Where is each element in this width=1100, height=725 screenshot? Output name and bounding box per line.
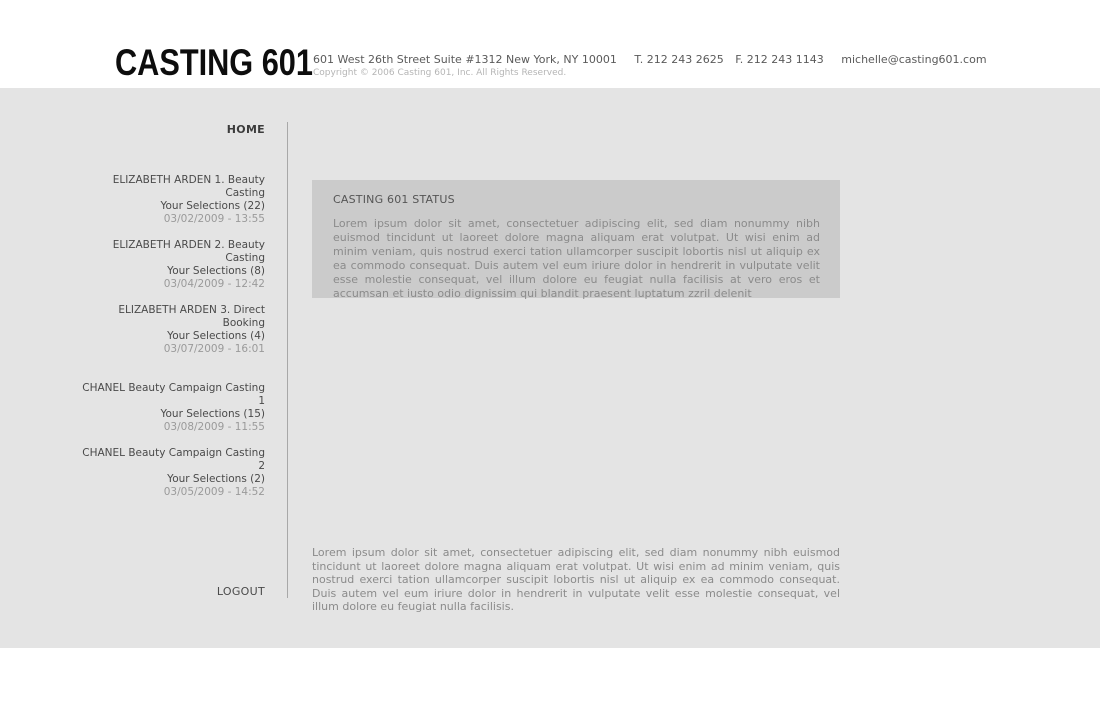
casting-selections-link[interactable]: Your Selections (15)	[160, 408, 265, 420]
header	[0, 0, 1100, 88]
status-box-body: Lorem ipsum dolor sit amet, consectetuer adipiscing elit, sed diam nonummy nibh euismod tincidunt ut laoreet dolore magna aliquam erat volutpat. Ut wisi enim ad minim veniam, quis nostrud exerci tation ullamcorper suscipit lobortis nisl ut aliquip ex ea commodo consequat. Duis autem vel eum iriure dolor in hendrerit in vulputate velit esse molestie consequat, vel illum dolore eu feugiat nulla facilisis at vero eros et accumsan et iusto odio dignissim qui blandit praesent luptatum zzril delenit	[333, 217, 820, 300]
casting-title-link[interactable]: ELIZABETH ARDEN 2. Beauty Casting	[112, 239, 265, 264]
casting-date: 03/04/2009 - 12:42	[163, 278, 265, 290]
content-band	[0, 88, 1100, 648]
casting-selections-link[interactable]: Your Selections (4)	[167, 330, 265, 342]
casting-selections-link[interactable]: Your Selections (22)	[160, 200, 265, 212]
casting-item[interactable]	[80, 382, 265, 434]
casting-list	[80, 174, 265, 512]
copyright-text: Copyright © 2006 Casting 601, Inc. All Rights Reserved.	[313, 68, 567, 78]
casting-date: 03/07/2009 - 16:01	[163, 343, 265, 355]
casting-item[interactable]	[80, 174, 265, 226]
casting-date: 03/02/2009 - 13:55	[163, 213, 265, 225]
casting-item[interactable]	[80, 447, 265, 499]
casting-item[interactable]	[80, 239, 265, 291]
home-link[interactable]: HOME	[226, 123, 265, 136]
contact-info	[313, 53, 987, 66]
casting-title-link[interactable]: CHANEL Beauty Campaign Casting 1	[82, 382, 265, 407]
casting-title-link[interactable]: ELIZABETH ARDEN 3. Direct Booking	[118, 304, 265, 329]
email-link[interactable]: michelle@casting601.com	[841, 53, 987, 66]
fax-text: F. 212 243 1143	[735, 53, 824, 66]
casting-date: 03/08/2009 - 11:55	[163, 421, 265, 433]
address-text: 601 West 26th Street Suite #1312 New York, NY 10001	[313, 53, 617, 66]
casting-selections-link[interactable]: Your Selections (2)	[167, 473, 265, 485]
footer-paragraph: Lorem ipsum dolor sit amet, consectetuer adipiscing elit, sed diam nonummy nibh euismod tincidunt ut laoreet dolore magna aliquam erat volutpat. Ut wisi enim ad minim veniam, quis nostrud exerci tation ullamcorper suscipit lobortis nisl ut aliquip ex ea commodo consequat. Duis autem vel eum iriure dolor in hendrerit in vulputate velit esse molestie consequat, vel illum dolore eu feugiat nulla facilisis.	[312, 546, 840, 613]
logout-link[interactable]: LOGOUT	[216, 585, 265, 598]
casting-title-link[interactable]: ELIZABETH ARDEN 1. Beauty Casting	[112, 174, 265, 199]
casting-item[interactable]	[80, 304, 265, 356]
casting-date: 03/05/2009 - 14:52	[163, 486, 265, 498]
casting-title-link[interactable]: CHANEL Beauty Campaign Casting 2	[82, 447, 265, 472]
logo[interactable]: CASTING 601	[115, 42, 313, 83]
status-box-title: CASTING 601 STATUS	[333, 193, 455, 206]
phone-text: T. 212 243 2625	[634, 53, 724, 66]
sidebar-divider	[287, 122, 288, 598]
status-box	[312, 180, 840, 298]
casting-selections-link[interactable]: Your Selections (8)	[167, 265, 265, 277]
